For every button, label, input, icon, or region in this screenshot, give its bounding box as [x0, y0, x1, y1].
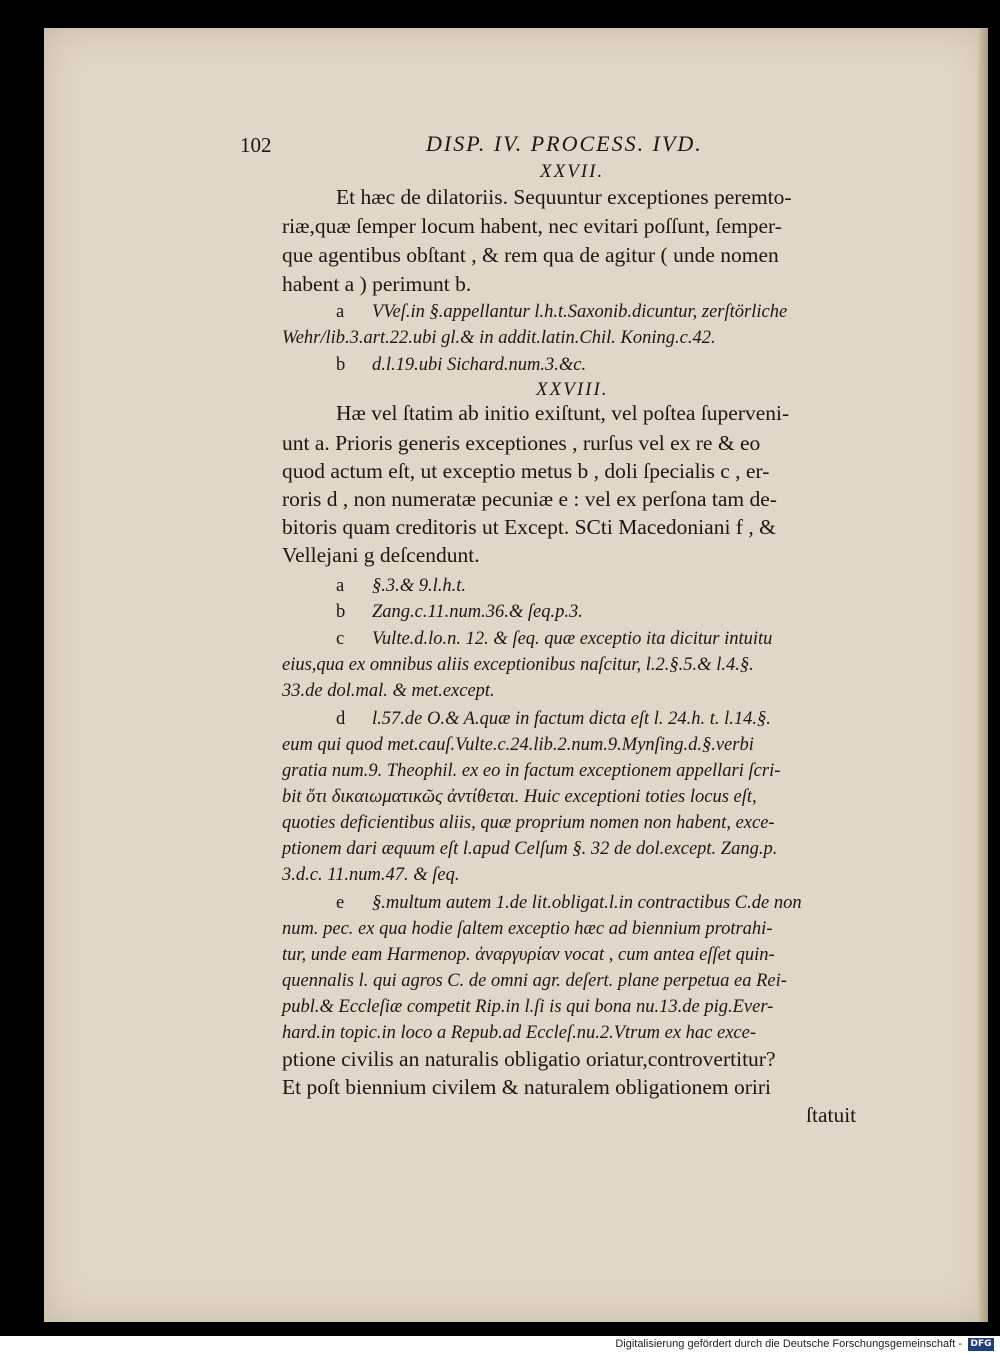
page-number: 102	[240, 133, 272, 157]
footnote-mark: b	[336, 602, 346, 622]
text-line: riæ,quæ ſemper locum habent, nec evitari poſſunt, ſemper-	[282, 214, 782, 238]
text-line: Et hæc de dilatoriis. Sequuntur exceptiones peremto-	[336, 185, 792, 209]
footnote-mark: e	[336, 893, 345, 913]
footnote-line: b Zang.c.11.num.36.& ſeq.p.3.	[336, 602, 583, 622]
footnote-line: eius,qua ex omnibus aliis exceptionibus naſcitur, l.2.§.5.& l.4.§.	[282, 655, 754, 675]
text-line: que agentibus obſtant , & rem qua de agitur ( unde nomen	[282, 243, 779, 267]
footnote-line: tur, unde eam Harmenop. ἀναργυρίαν vocat , cum antea eſſet quin-	[282, 945, 775, 965]
text-line: Vellejani g deſcendunt.	[282, 543, 480, 567]
section-heading-27: XXVII.	[540, 161, 605, 182]
footnote-line: quennalis l. qui agros C. de omni agr. deſert. plane perpetua ea Rei-	[282, 971, 787, 991]
text-line: Et poſt biennium civilem & naturalem obligationem oriri	[282, 1075, 772, 1099]
footnote-mark: a	[336, 302, 345, 322]
footnote-mark: d	[336, 709, 346, 729]
footnote-line: publ.& Eccleſiæ competit Rip.in l.ſi is qui bona nu.13.de pig.Ever-	[282, 997, 774, 1017]
catchword: ſtatuit	[806, 1103, 857, 1127]
page-edge	[978, 28, 988, 1322]
footnote-line: e §.multum autem 1.de lit.obligat.l.in contractibus C.de non	[336, 893, 802, 913]
footnote-mark: a	[336, 576, 345, 596]
footnote-line: b d.l.19.ubi Sichard.num.3.&c.	[336, 355, 587, 375]
text-line: ptione civilis an naturalis obligatio oriatur,controvertitur?	[282, 1047, 776, 1071]
footnote-line: ptionem dari æquum eſt l.apud Celſum §. 32 de dol.except. Zang.p.	[282, 839, 778, 859]
footnote-line: 3.d.c. 11.num.47. & ſeq.	[282, 865, 460, 885]
footnote-line: gratia num.9. Theophil. ex eo in factum exceptionem appellari ſcri-	[282, 761, 781, 781]
text-line: unt a. Prioris generis exceptiones , rurſus vel ex re & eo	[282, 431, 761, 455]
running-head: DISP. IV. PROCESS. IVD.	[426, 131, 703, 156]
funding-notice: Digitalisierung gefördert durch die Deutsche Forschungsgemeinschaft -	[615, 1338, 962, 1350]
footnote-line: 33.de dol.mal. & met.except.	[282, 681, 495, 701]
text-line: habent a ) perimunt b.	[282, 272, 472, 296]
text-line: Hæ vel ſtatim ab initio exiſtunt, vel poſtea ſuperveni-	[336, 401, 790, 425]
section-heading-28: XXVIII.	[536, 379, 609, 400]
text-line: bitoris quam creditoris ut Except. SCti Macedoniani f , &	[282, 515, 776, 539]
footer-bar	[0, 1336, 1000, 1354]
footnote-line: hard.in topic.in loco a Repub.ad Eccleſ.nu.2.Vtrum ex hac exce-	[282, 1023, 756, 1043]
footnote-mark: c	[336, 629, 345, 649]
footnote-line: quoties deficientibus aliis, quæ proprium nomen non habent, exce-	[282, 813, 775, 833]
footnote-line: d l.57.de O.& A.quæ in factum dicta eſt l. 24.h. t. l.14.§.	[336, 709, 771, 729]
footnote-line: a VVeſ.in §.appellantur l.h.t.Saxonib.dicuntur, zerſtörliche	[336, 302, 788, 322]
text-line: quod actum eſt, ut exceptio metus b , doli ſpecialis c , er-	[282, 459, 770, 483]
dfg-logo: DFG	[968, 1338, 994, 1351]
footnote-line: bit ὅτι δικαιωματικῶς ἀντίθεται. Huic exceptioni toties locus eſt,	[282, 787, 757, 807]
footnote-line: eum qui quod met.cauſ.Vulte.c.24.lib.2.num.9.Mynſing.d.§.verbi	[282, 735, 754, 755]
footnote-line: Wehr/lib.3.art.22.ubi gl.& in addit.latin.Chil. Koning.c.42.	[282, 328, 716, 348]
footnote-line: num. pec. ex qua hodie ſaltem exceptio hæc ad biennium protrahi-	[282, 919, 773, 939]
text-line: roris d , non numeratæ pecuniæ e : vel ex perſona tam de-	[282, 487, 777, 511]
footnote-line: a §.3.& 9.l.h.t.	[336, 576, 467, 596]
footnote-mark: b	[336, 355, 346, 375]
footnote-line: c Vulte.d.lo.n. 12. & ſeq. quæ exceptio ita dicitur intuitu	[336, 629, 773, 649]
